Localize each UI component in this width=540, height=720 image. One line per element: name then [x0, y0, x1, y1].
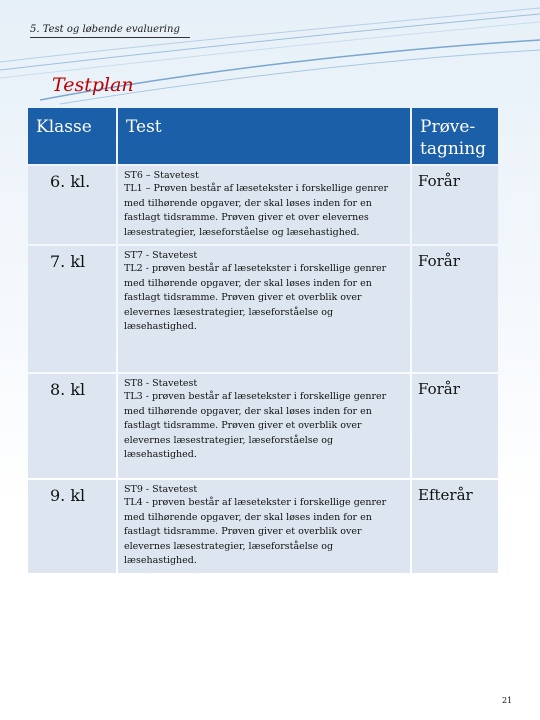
season-cell: Forår: [412, 374, 498, 478]
test-description: TL4 - prøven består af læsetekster i forskellige genrer med tilhørende opgaver, der skal løses inden for en fastlagt tidsramme. Prøven giver et overblik over elevernes læsestrategier, læseforståelse og læsehastighed.: [124, 497, 387, 566]
chapter-header: 5. Test og løbende evaluering: [30, 24, 190, 38]
klasse-cell: 7. kl: [28, 246, 116, 372]
table-row: [28, 374, 498, 478]
test-cell: [118, 246, 410, 372]
test-name: ST6 – Stavetest: [124, 170, 199, 181]
table-header-row: [28, 108, 498, 164]
test-name: ST9 - Stavetest: [124, 484, 198, 495]
table-row: [28, 246, 498, 372]
column-header-test: Test: [118, 108, 410, 164]
klasse-cell: 8. kl: [28, 374, 116, 478]
season-cell: Forår: [412, 246, 498, 372]
test-description: TL3 - prøven består af læsetekster i forskellige genrer med tilhørende opgaver, der skal løses inden for en fastlagt tidsramme. Prøven giver et overblik over elevernes læsestrategier, læseforståelse og læsehastighed.: [124, 391, 387, 460]
test-description: TL2 - prøven består af læsetekster i forskellige genrer med tilhørende opgaver, der skal løses inden for en fastlagt tidsramme. Prøven giver et overblik over elevernes læsestrategier, læseforståelse og læsehastighed.: [124, 263, 387, 332]
test-cell: [118, 374, 410, 478]
test-cell: [118, 480, 410, 573]
season-cell: Forår: [412, 166, 498, 244]
test-name: ST8 - Stavetest: [124, 378, 198, 389]
page-number: 21: [502, 696, 513, 705]
table-row: [28, 166, 498, 244]
column-header-klasse: Klasse: [28, 108, 116, 164]
test-cell: [118, 166, 410, 244]
klasse-cell: 6. kl.: [28, 166, 116, 244]
test-description: TL1 – Prøven består af læsetekster i forskellige genrer med tilhørende opgaver, der skal løses inden for en fastlagt tidsramme. Prøven giver et over elevernes læsestrategier, læseforståelse og læsehastighed.: [124, 183, 389, 238]
season-cell: Efterår: [412, 480, 498, 573]
testplan-table: [26, 106, 500, 575]
column-header-proevetagning: Prøve- tagning: [412, 108, 498, 164]
table-row: [28, 480, 498, 573]
test-name: ST7 - Stavetest: [124, 250, 198, 261]
klasse-cell: 9. kl: [28, 480, 116, 573]
page-title: Testplan: [52, 74, 134, 96]
